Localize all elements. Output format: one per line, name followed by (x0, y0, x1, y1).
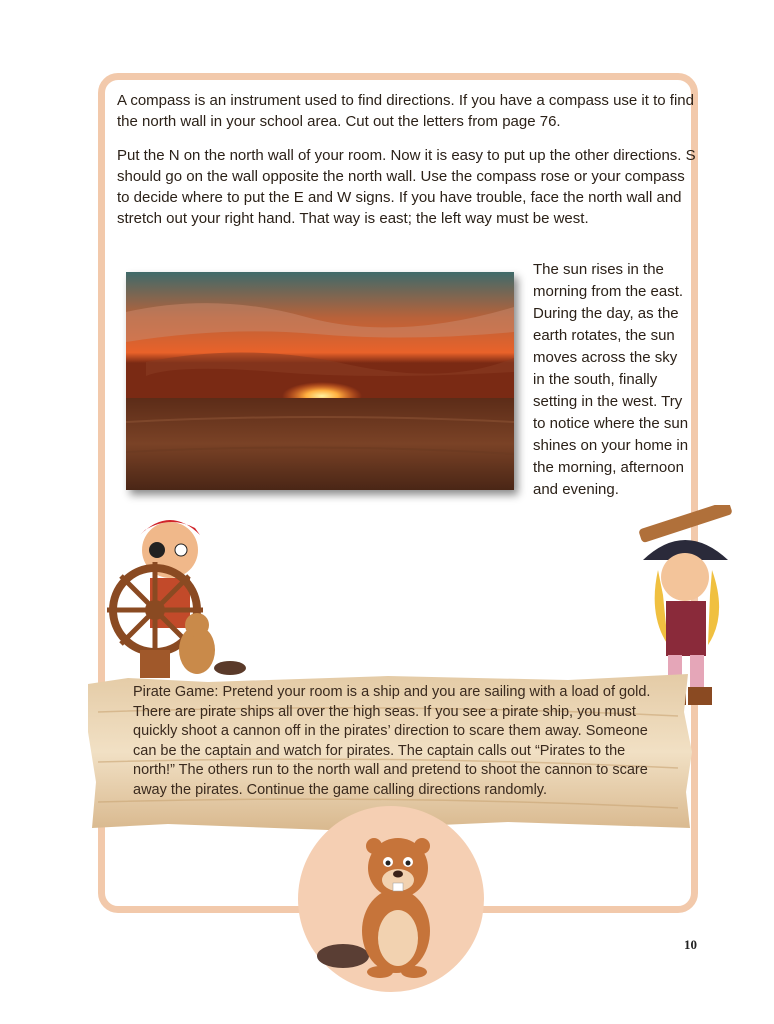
beaver-medallion (298, 806, 484, 992)
pirate-boy-illustration (95, 500, 250, 680)
page-number: 10 (684, 937, 697, 952)
beaver-icon (298, 806, 484, 992)
sunset-photo (126, 272, 514, 490)
sun-paragraph: The sun rises in the morning from the east. During the day, as the earth rotates, the sun moves across the sky in the south, finally setting in the west. Try to notice where the sun shines on your home in the morning, afternoon and evening. (533, 261, 689, 498)
compass-intro-paragraph: A compass is an instrument used to find directions. If you have a compass use it to find the north wall in your school area. Cut out the letters from page 76. (117, 92, 694, 130)
directions-paragraph: Put the N on the north wall of your room. Now it is easy to put up the other directions. S should go on the wall opposite the north wall. Use the compass rose or your compass to decide where to put the E and W signs. If you have trouble, face the north wall and stretch out your right hand. That way is east; the left way must be west. (117, 147, 696, 227)
pirate-game-paragraph: Pirate Game: Pretend your room is a ship and you are sailing with a load of gold. There are pirate ships all over the high seas. If you see a pirate ship, you must quickly shoot a cannon off in the pirates’ direction to scare them away. Someone can be the captain and watch for pirates. The captain calls out “Pirates to the north!” The others run to the north wall and pretend to shoot the cannon to scare away the pirates. Continue the game calling directions randomly. (133, 684, 651, 798)
